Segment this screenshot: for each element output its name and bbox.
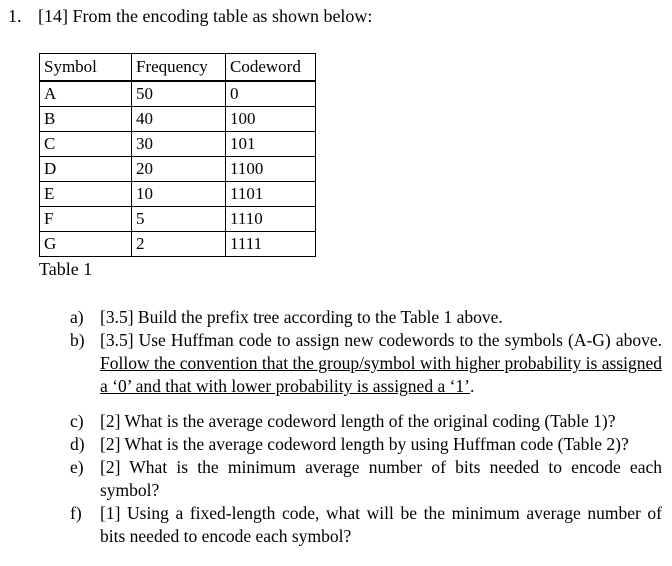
cell-frequency: 50 xyxy=(132,81,226,107)
question-header xyxy=(8,4,372,28)
sub-question-label: f) xyxy=(70,503,82,523)
cell-frequency: 40 xyxy=(132,107,226,132)
convention-note: Follow the convention that the group/symbol with higher probability is assigned a ‘0’ and that with lower probability is assigned a ‘1’ xyxy=(100,353,662,396)
sub-question-d xyxy=(70,433,662,456)
sub-question-b xyxy=(70,329,662,398)
cell-frequency: 2 xyxy=(132,232,226,257)
table-row xyxy=(40,207,316,232)
cell-codeword: 1100 xyxy=(226,157,316,182)
cell-frequency: 5 xyxy=(132,207,226,232)
cell-frequency: 20 xyxy=(132,157,226,182)
cell-symbol: D xyxy=(40,157,132,182)
sub-question-text: [3.5] Use Huffman code to assign new codewords to the symbols (A-G) above. xyxy=(100,330,662,350)
table-row xyxy=(40,81,316,107)
sub-question-c xyxy=(70,410,662,433)
sub-question-label: b) xyxy=(70,330,85,350)
sub-question-text: [1] Using a fixed-length code, what will be the minimum average number of bits needed to encode each symbol? xyxy=(100,503,662,546)
cell-codeword: 101 xyxy=(226,132,316,157)
header-codeword: Codeword xyxy=(226,54,316,82)
cell-frequency: 30 xyxy=(132,132,226,157)
cell-symbol: G xyxy=(40,232,132,257)
cell-codeword: 1111 xyxy=(226,232,316,257)
cell-codeword: 100 xyxy=(226,107,316,132)
cell-symbol: B xyxy=(40,107,132,132)
cell-codeword: 1110 xyxy=(226,207,316,232)
sub-question-text: [2] What is the minimum average number of bits needed to encode each symbol? xyxy=(100,457,662,500)
sub-question-a xyxy=(70,306,662,329)
table-row xyxy=(40,232,316,257)
table-caption: Table 1 xyxy=(39,259,93,279)
table-row xyxy=(40,182,316,207)
sub-question-label: e) xyxy=(70,457,84,477)
sub-question-label: a) xyxy=(70,307,84,327)
cell-symbol: C xyxy=(40,132,132,157)
question-number: 1. xyxy=(8,6,22,26)
table-row xyxy=(40,107,316,132)
cell-codeword: 0 xyxy=(226,81,316,107)
encoding-table xyxy=(39,53,316,257)
cell-symbol: F xyxy=(40,207,132,232)
sub-question-label: d) xyxy=(70,434,85,454)
cell-frequency: 10 xyxy=(132,182,226,207)
cell-symbol: E xyxy=(40,182,132,207)
sub-question-text: [2] What is the average codeword length by using Huffman code (Table 2)? xyxy=(100,434,629,454)
table-row xyxy=(40,132,316,157)
header-symbol: Symbol xyxy=(40,54,132,82)
sub-question-label: c) xyxy=(70,411,84,431)
sub-question-e xyxy=(70,456,662,502)
cell-codeword: 1101 xyxy=(226,182,316,207)
sub-question-tail: . xyxy=(470,376,475,396)
header-frequency: Frequency xyxy=(132,54,226,82)
sub-question-f xyxy=(70,502,662,548)
sub-question-text: [3.5] Build the prefix tree according to the Table 1 above. xyxy=(100,307,503,327)
sub-question-list xyxy=(70,306,662,548)
cell-symbol: A xyxy=(40,81,132,107)
table-header-row xyxy=(40,54,316,82)
sub-question-text: [2] What is the average codeword length of the original coding (Table 1)? xyxy=(100,411,616,431)
table-row xyxy=(40,157,316,182)
question-text: [14] From the encoding table as shown below: xyxy=(38,6,373,26)
